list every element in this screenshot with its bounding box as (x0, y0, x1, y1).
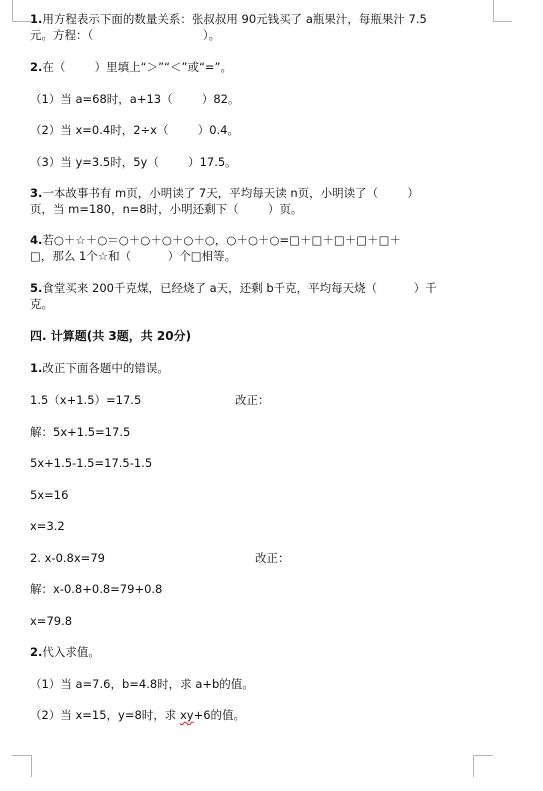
q2-item-1: （1）当 a=68时，a+13（ ）82。 (30, 92, 240, 106)
fix-label: 改正： (255, 551, 290, 565)
calc1-problem-2: 2. x-0.8x=79 (30, 551, 105, 565)
q1-line1 (30, 12, 427, 27)
q5-line2: 克。 (30, 297, 53, 311)
question-number: 4. (30, 233, 43, 247)
q2-item-2: （2）当 x=0.4时，2÷x（ ）0.4。 (30, 123, 239, 137)
fix-label: 改正： (235, 393, 270, 407)
question-text: 一本故事书有 m页，小明读了 7天，平均每天读 n页，小明读了（ ） (42, 186, 419, 200)
q4-line1 (30, 233, 401, 248)
question-text: 若○＋☆＋○＝○＋○＋○＋○＋○，○＋○＋○=□＋□＋□＋□＋□＋ (42, 233, 401, 247)
q3-line1 (30, 186, 419, 201)
calc2-item-2 (30, 708, 245, 723)
question-number: 3. (30, 186, 43, 200)
question-number: 5. (30, 281, 43, 295)
calc1-step: 5x+1.5-1.5=17.5-1.5 (30, 456, 153, 470)
q2-item-3: （3）当 y=3.5时，5y（ ）17.5。 (30, 155, 237, 169)
question-text: 改正下面各题中的错误。 (42, 361, 169, 375)
calc2-item-1: （1）当 a=7.6，b=4.8时，求 a+b的值。 (30, 677, 254, 691)
question-text: 用方程表示下面的数量关系：张叔叔用 90元钱买了 a瓶果汁，每瓶果汁 7.5 (42, 12, 427, 26)
calc1-title (30, 361, 169, 376)
question-text: 食堂买来 200千克煤，已经烧了 a天，还剩 b千克，平均每天烧（ ）千 (42, 281, 437, 295)
calc1-problem-1: 1.5（x+1.5）=17.5 (30, 393, 142, 407)
question-text: 在（ ）里填上“＞”“＜”或“=”。 (42, 60, 233, 74)
spellcheck-flagged-text: xy (179, 708, 194, 722)
calc1-step: x=3.2 (30, 519, 65, 533)
calc2-title (30, 645, 100, 660)
q4-line2: □，那么 1个☆和（ ）个□相等。 (30, 249, 237, 263)
section-title: 四. 计算题(共 3题，共 20分) (30, 329, 192, 343)
question-text: 代入求值。 (42, 645, 100, 659)
q5-line1 (30, 281, 437, 296)
q2-title (30, 60, 232, 75)
calc1-step: x=79.8 (30, 614, 73, 628)
item-text: （2）当 x=15，y=8时，求 (30, 708, 180, 722)
question-number: 1. (30, 361, 43, 375)
item-text: +6的值。 (193, 708, 246, 722)
calc1-step: 5x=16 (30, 488, 69, 502)
question-number: 2. (30, 60, 43, 74)
calc1-step: 解：5x+1.5=17.5 (30, 425, 131, 439)
q1-line2: 元。方程：（ ）。 (30, 28, 221, 42)
q3-line2: 页，当 m=180，n=8时，小明还剩下（ ）页。 (30, 202, 303, 216)
question-number: 1. (30, 12, 43, 26)
calc1-step: 解：x-0.8+0.8=79+0.8 (30, 582, 163, 596)
question-number: 2. (30, 645, 43, 659)
